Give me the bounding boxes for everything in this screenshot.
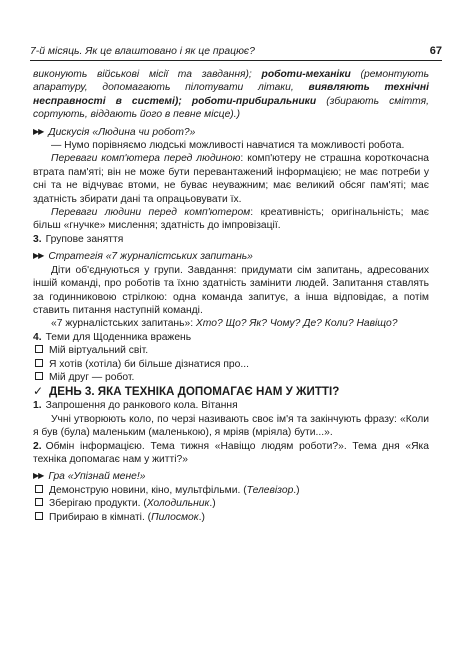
day3-item-2: [33, 440, 429, 467]
section-4-number: 4.: [33, 331, 42, 343]
intro-text-3: виявляють технічні несправності в системі);: [33, 82, 429, 107]
page-header: [30, 44, 442, 61]
diary-topic: Я хотів (хотіла) би більше дізнатися про...: [33, 358, 429, 371]
checkbox-icon: [35, 359, 43, 367]
double-arrow-icon: ▶▶: [33, 471, 44, 481]
checkbox-icon: [35, 485, 43, 493]
day3-item-1-text: Учні утворюють коло, по черзі називають своє ім'я та закінчують фразу: «Коли я був (була) маленьким (маленькою), я мріяв (мріяла) бути...».: [33, 413, 429, 439]
day-3-heading: [33, 384, 429, 399]
checkbox-icon: [35, 345, 43, 353]
intro-text-2: (ремонтують апаратуру, допомагають пілотувати літаки,: [33, 69, 429, 94]
riddle-answer: Телевізор: [246, 484, 294, 496]
riddle-answer: Пилосмок: [151, 511, 199, 523]
discussion-title: Дискусія «Людина чи робот?»: [48, 126, 196, 138]
intro-cleaners: роботи-прибиральники: [191, 95, 317, 107]
intro-paragraph: [33, 68, 429, 122]
day3-item-2-text: Обмін інформацією. Тема тижня «Навіщо людям роботи?». Тема дня «Яка техніка допомагає нам у житті?»: [33, 440, 429, 465]
riddle-item: Зберігаю продукти. (Холодильник.): [33, 497, 429, 510]
checkbox-icon: [35, 512, 43, 520]
page-number: 67: [429, 45, 442, 57]
riddle-item: Демонструю новини, кіно, мультфільми. (Телевізор.): [33, 484, 429, 497]
computer-advantages-label: Переваги комп'ютера перед людиною: [51, 153, 241, 165]
human-advantages-text: : креативність; оригінальність; має більш «гнучке» мислення; здатність до імпровізації.: [33, 207, 429, 232]
checkbox-icon: [35, 498, 43, 506]
intro-mechanics: роботи-механіки: [261, 69, 351, 80]
double-arrow-icon: ▶▶: [33, 126, 44, 136]
journalist-questions: [33, 317, 429, 330]
game-title: Гра «Упізнай мене!»: [48, 471, 146, 483]
discussion-marker: [33, 126, 429, 139]
section-3-title: Групове заняття: [45, 233, 124, 245]
double-arrow-icon: ▶▶: [33, 251, 44, 261]
running-title: 7-й місяць. Як це влаштовано і як це працює?: [30, 46, 255, 57]
section-3-heading: [33, 233, 429, 246]
day3-item-1-title: Запрошення до ранкового кола. Вітання: [45, 400, 238, 412]
strategy-title: Стратегія «7 журналістських запитань»: [48, 251, 253, 263]
intro-text-4: (збирають сміття, сортують, віддають його в певне місце).): [33, 95, 429, 121]
checkbox-icon: [35, 372, 43, 380]
page-content: [33, 68, 429, 524]
section-3-number: 3.: [33, 233, 42, 245]
intro-text-1: виконують військові місії та завдання);: [33, 69, 262, 80]
day-3-title: ДЕНЬ 3. ЯКА ТЕХНІКА ДОПОМАГАЄ НАМ У ЖИТТІ?: [49, 385, 340, 399]
riddle-item: Прибираю в кімнаті. (Пилосмок.): [33, 511, 429, 524]
day3-item-1-number: 1.: [33, 400, 42, 412]
human-advantages: [33, 206, 429, 233]
section-3-text: Діти об'єднуються у групи. Завдання: придумати сім запитань, адресованих іншій команді, про роботів та їхню здатність замінити людей. Запитання ставлять за годинниковою стрілкою: одна команда запитує, а інша відповідає, а потім ставить питання наступній команді.: [33, 264, 429, 316]
strategy-marker: [33, 250, 429, 263]
section-4-heading: [33, 331, 429, 344]
diary-topic: Мій віртуальний світ.: [33, 344, 429, 357]
day3-item-2-number: 2.: [33, 440, 42, 452]
journalist-questions-list: Хто? Що? Як? Чому? Де? Коли? Навіщо?: [195, 318, 398, 330]
computer-advantages: [33, 152, 429, 206]
game-marker: [33, 470, 429, 483]
diary-topic: Мій друг — робот.: [33, 371, 429, 384]
section-4-title: Теми для Щоденника вражень: [45, 331, 192, 343]
checkmark-icon: ✓: [33, 384, 44, 399]
computer-advantages-text: : комп'ютеру не страшна короткочасна втрата пам'яті; він не може бути перевантажений інформацією; не має потреби у сні та не відчуває втоми, не буває неуважним; має великий обсяг пам'яті; має здатність збирати дані та опрацьовувати їх.: [33, 153, 429, 205]
day3-item-1-heading: [33, 399, 429, 412]
human-advantages-label: Переваги людини перед комп'ютером: [51, 207, 251, 219]
discussion-text: — Нумо порівняємо людські можливості навчатися та можливості робота.: [51, 140, 405, 152]
journalist-questions-label: «7 журналістських запитань»:: [51, 318, 196, 330]
riddle-answer: Холодильник: [146, 498, 210, 510]
